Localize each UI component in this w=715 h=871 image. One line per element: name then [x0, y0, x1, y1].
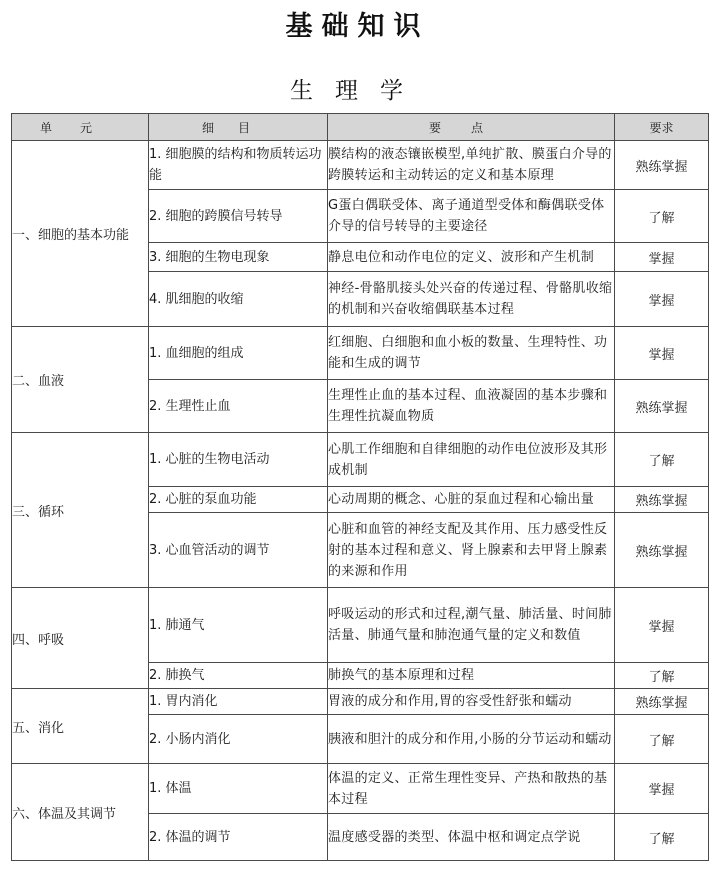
table-row [12, 141, 709, 190]
page-title: 基础知识 [285, 11, 430, 42]
requirement-cell: 了解 [615, 433, 709, 487]
table-header-row [12, 114, 709, 141]
requirement-cell: 了解 [615, 715, 709, 764]
subunit-cell: 1. 心脏的生物电活动 [149, 433, 328, 487]
header-points: 要点 [328, 114, 615, 141]
requirement-cell: 掌握 [615, 327, 709, 380]
subunit-cell: 3. 细胞的生物电现象 [149, 243, 328, 272]
requirement-cell: 掌握 [615, 588, 709, 663]
points-cell: 红细胞、白细胞和血小板的数量、生理特性、功能和生成的调节 [328, 327, 615, 380]
requirement-cell: 了解 [615, 663, 709, 689]
subunit-cell: 2. 细胞的跨膜信号转导 [149, 190, 328, 243]
subunit-cell: 1. 胃内消化 [149, 689, 328, 715]
subunit-cell: 4. 肌细胞的收缩 [149, 272, 328, 327]
requirement-cell: 熟练掌握 [615, 689, 709, 715]
table-row [12, 327, 709, 380]
table-row [12, 433, 709, 487]
points-cell: 神经-骨骼肌接头处兴奋的传递过程、骨骼肌收缩的机制和兴奋收缩偶联基本过程 [328, 272, 615, 327]
points-cell: 呼吸运动的形式和过程,潮气量、肺活量、时间肺活量、肺通气量和肺泡通气量的定义和数值 [328, 588, 615, 663]
subunit-cell: 1. 肺通气 [149, 588, 328, 663]
points-cell: 肺换气的基本原理和过程 [328, 663, 615, 689]
subunit-cell: 2. 小肠内消化 [149, 715, 328, 764]
subunit-cell: 1. 血细胞的组成 [149, 327, 328, 380]
table-row [12, 588, 709, 663]
requirement-cell: 熟练掌握 [615, 487, 709, 513]
requirement-cell: 掌握 [615, 272, 709, 327]
table-row [12, 764, 709, 814]
unit-cell: 二、血液 [12, 327, 149, 433]
points-cell: 温度感受器的类型、体温中枢和调定点学说 [328, 814, 615, 861]
points-cell: G蛋白偶联受体、离子通道型受体和酶偶联受体介导的信号转导的主要途径 [328, 190, 615, 243]
header-requirement: 要求 [615, 114, 709, 141]
points-cell: 生理性止血的基本过程、血液凝固的基本步骤和生理性抗凝血物质 [328, 380, 615, 433]
subunit-cell: 2. 体温的调节 [149, 814, 328, 861]
section-subtitle: 生理学 [290, 78, 425, 104]
points-cell: 静息电位和动作电位的定义、波形和产生机制 [328, 243, 615, 272]
subunit-cell: 2. 心脏的泵血功能 [149, 487, 328, 513]
header-unit: 单元 [12, 114, 149, 141]
subunit-cell: 3. 心血管活动的调节 [149, 513, 328, 588]
subunit-cell: 1. 细胞膜的结构和物质转运功能 [149, 141, 328, 190]
unit-cell: 五、消化 [12, 689, 149, 764]
subunit-cell: 2. 生理性止血 [149, 380, 328, 433]
table-row [12, 689, 709, 715]
header-subunit: 细目 [149, 114, 328, 141]
points-cell: 体温的定义、正常生理性变异、产热和散热的基本过程 [328, 764, 615, 814]
requirement-cell: 了解 [615, 814, 709, 861]
points-cell: 心肌工作细胞和自律细胞的动作电位波形及其形成机制 [328, 433, 615, 487]
requirement-cell: 熟练掌握 [615, 380, 709, 433]
unit-cell: 四、呼吸 [12, 588, 149, 689]
points-cell: 心脏和血管的神经支配及其作用、压力感受性反射的基本过程和意义、肾上腺素和去甲肾上腺素的来源和作用 [328, 513, 615, 588]
subunit-cell: 2. 肺换气 [149, 663, 328, 689]
requirement-cell: 熟练掌握 [615, 141, 709, 190]
subunit-cell: 1. 体温 [149, 764, 328, 814]
points-cell: 胃液的成分和作用,胃的容受性舒张和蠕动 [328, 689, 615, 715]
requirement-cell: 了解 [615, 190, 709, 243]
unit-cell: 三、循环 [12, 433, 149, 588]
requirement-cell: 熟练掌握 [615, 513, 709, 588]
points-cell: 胰液和胆汁的成分和作用,小肠的分节运动和蠕动 [328, 715, 615, 764]
requirement-cell: 掌握 [615, 243, 709, 272]
points-cell: 膜结构的液态镶嵌模型,单纯扩散、膜蛋白介导的跨膜转运和主动转运的定义和基本原理 [328, 141, 615, 190]
syllabus-table [11, 113, 709, 861]
requirement-cell: 掌握 [615, 764, 709, 814]
unit-cell: 一、细胞的基本功能 [12, 141, 149, 327]
unit-cell: 六、体温及其调节 [12, 764, 149, 861]
points-cell: 心动周期的概念、心脏的泵血过程和心输出量 [328, 487, 615, 513]
